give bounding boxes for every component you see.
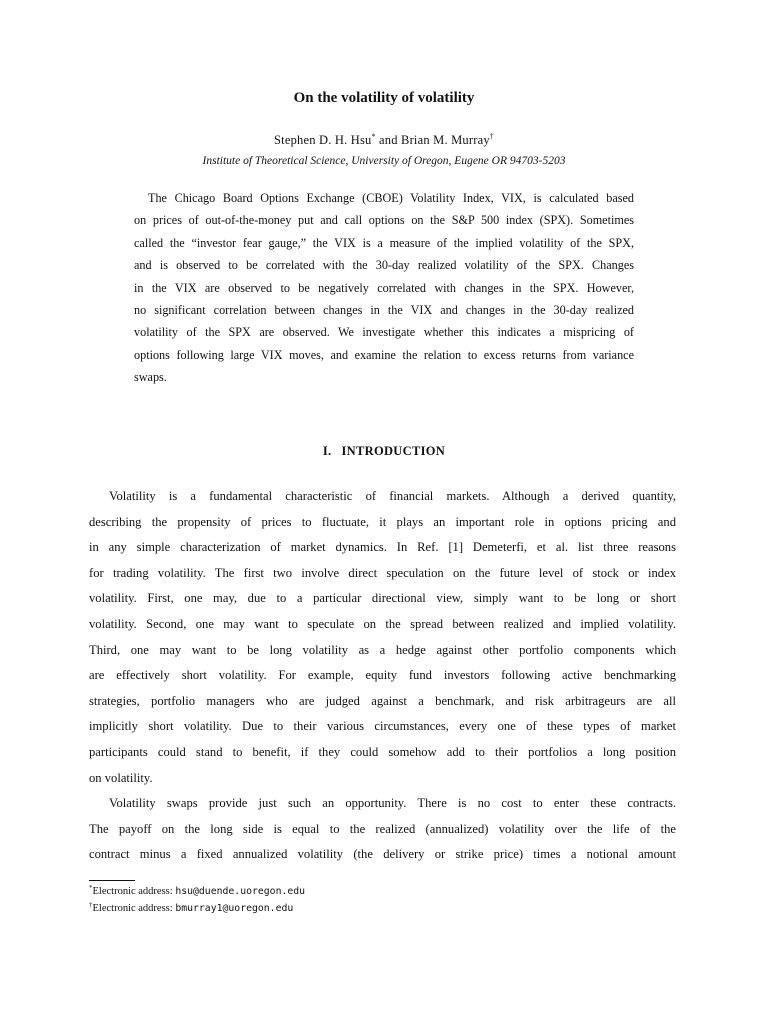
body-text: [89, 484, 676, 868]
section-heading: [0, 442, 768, 460]
body-line: strategies, portfolio managers who are judged against a benchmark, and risk arbitrageurs are all: [89, 693, 676, 708]
email-link-murray[interactable]: bmurray1@uoregon.edu: [175, 903, 294, 914]
footnote-rule: [89, 880, 135, 881]
body-line: Volatility is a fundamental characteristic of financial markets. Although a derived quantity,: [109, 489, 676, 503]
author-hsu-mark: *: [371, 132, 376, 141]
body-line: describing the propensity of prices to fluctuate, it plays an important role in options pricing and: [89, 514, 676, 529]
section-title: INTRODUCTION: [341, 444, 446, 458]
footnote-item: [89, 900, 589, 917]
footnotes: [89, 883, 589, 917]
body-line: are effectively short volatility. For example, equity fund investors following active benchmarking: [89, 668, 676, 683]
paper-title: On the volatility of volatility: [293, 90, 475, 106]
abstract: [134, 187, 634, 389]
abstract-line: options following large VIX moves, and examine the relation to excess returns from variance: [134, 347, 634, 362]
body-line: volatility. Second, one may want to speculate on the spread between realized and implied volatility.: [89, 616, 676, 631]
abstract-line: no significant correlation between changes in the VIX and changes in the 30-day realized: [134, 303, 634, 318]
body-line: on volatility.: [89, 770, 153, 785]
body-line: contract minus a fixed annualized volatility (the delivery or strike price) times a notional amount: [89, 847, 676, 862]
footnote-item: [89, 883, 589, 900]
footnote-label: Electronic address:: [92, 886, 176, 897]
body-line: Third, one may want to be long volatility as a hedge against other portfolio components which: [89, 642, 676, 657]
abstract-line: in the VIX are observed to be negatively correlated with changes in the SPX. However,: [134, 280, 634, 295]
abstract-line: and is observed to be correlated with the 30-day realized volatility of the SPX. Changes: [134, 258, 634, 273]
abstract-line: called the “investor fear gauge,” the VIX is a measure of the implied volatility of the SPX,: [134, 235, 634, 250]
author-murray: Brian M. Murray: [401, 133, 490, 147]
body-line: for trading volatility. The first two involve direct speculation on the future level of stock or index: [89, 565, 676, 580]
body-line: in any simple characterization of market dynamics. In Ref. [1] Demeterfi, et al. list three reasons: [89, 540, 676, 555]
footnote-mark: †: [89, 901, 93, 909]
body-line: participants could stand to benefit, if they could somehow add to their portfolios a long position: [89, 744, 676, 759]
author-murray-mark: †: [489, 132, 494, 141]
abstract-line: The Chicago Board Options Exchange (CBOE) Volatility Index, VIX, is calculated based: [148, 191, 634, 205]
abstract-line: on prices of out-of-the-money put and call options on the S&P 500 index (SPX). Sometimes: [134, 213, 634, 228]
body-line: The payoff on the long side is equal to the realized (annualized) volatility over the life of the: [89, 821, 676, 836]
affiliation: Institute of Theoretical Science, University of Oregon, Eugene OR 94703-5203: [202, 155, 566, 167]
author-conjunction: and: [375, 133, 402, 147]
body-line: Volatility swaps provide just such an opportunity. There is no cost to enter these contracts.: [109, 796, 676, 811]
abstract-line: volatility of the SPX are observed. We investigate whether this indicates a mispricing of: [134, 325, 634, 340]
email-link-hsu[interactable]: hsu@duende.uoregon.edu: [175, 886, 306, 897]
section-number: I.: [322, 444, 332, 458]
footnote-label: Electronic address:: [92, 903, 176, 914]
body-line: volatility. First, one may, due to a particular directional view, simply want to be long or short: [89, 591, 676, 606]
author-hsu: Stephen D. H. Hsu: [274, 133, 372, 147]
author-line: [0, 131, 768, 149]
abstract-line: swaps.: [134, 370, 167, 385]
body-line: implicitly short volatility. Due to their various circumstances, every one of these types of market: [89, 719, 676, 734]
footnote-mark: *: [89, 884, 93, 892]
